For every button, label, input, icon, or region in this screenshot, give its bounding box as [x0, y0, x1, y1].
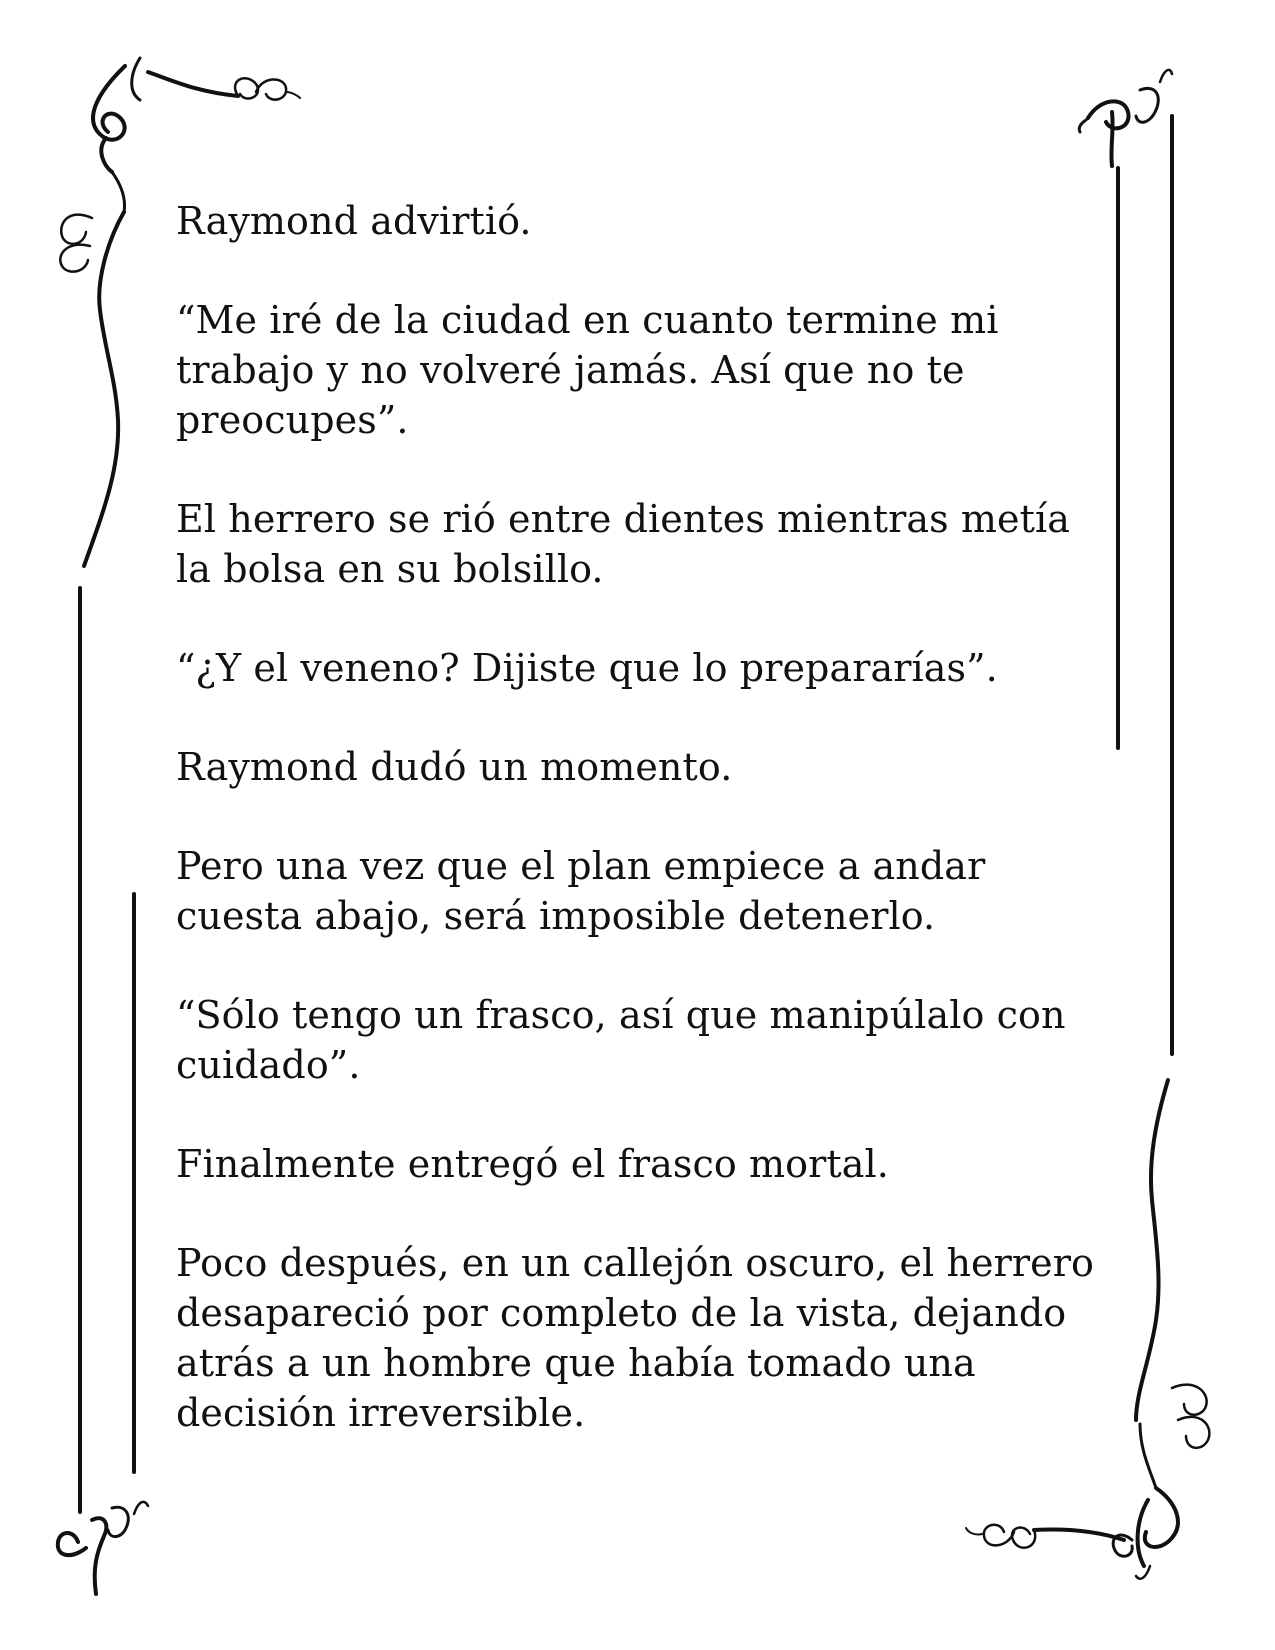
right-lower-flourish: [1136, 1080, 1209, 1488]
text-line: cuesta abajo, será imposible detenerlo.: [176, 894, 936, 938]
text-line: la bolsa en su bolsillo.: [176, 547, 604, 591]
text-line: atrás a un hombre que había tomado una: [176, 1341, 976, 1385]
text-line: “Me iré de la ciudad en cuanto termine mi: [176, 298, 999, 342]
text-line: trabajo y no volveré jamás. Así que no te: [176, 348, 965, 392]
text-line: “Sólo tengo un frasco, así que manipúlalo con: [176, 993, 1066, 1037]
paragraph-4: [176, 643, 1076, 693]
text-line: Raymond dudó un momento.: [176, 745, 733, 789]
paragraph-8: [176, 1139, 1076, 1189]
top-left-flourish: [93, 58, 300, 172]
paragraph-2: [176, 295, 1076, 445]
text-line: cuidado”.: [176, 1043, 361, 1087]
text-line: Raymond advirtió.: [176, 199, 532, 243]
top-right-flourish: [1079, 70, 1172, 166]
paragraph-5: [176, 742, 1076, 792]
text-line: preocupes”.: [176, 398, 409, 442]
bottom-right-flourish: [966, 1488, 1178, 1579]
paragraph-7: [176, 990, 1076, 1090]
text-line: Pero una vez que el plan empiece a andar: [176, 844, 986, 888]
text-line: desapareció por completo de la vista, dejando: [176, 1291, 1067, 1335]
text-line: El herrero se rió entre dientes mientras metía: [176, 497, 1070, 541]
text-line: decisión irreversible.: [176, 1391, 586, 1435]
paragraph-9: [176, 1238, 1094, 1438]
story-text: [176, 196, 1094, 1487]
left-upper-flourish: [60, 172, 124, 566]
paragraph-1: [176, 196, 1076, 246]
text-line: Finalmente entregó el frasco mortal.: [176, 1142, 889, 1186]
bottom-left-flourish: [58, 1502, 148, 1594]
text-line: Poco después, en un callejón oscuro, el herrero: [176, 1241, 1094, 1285]
text-line: “¿Y el veneno? Dijiste que lo prepararías”.: [176, 646, 998, 690]
paragraph-3: [176, 494, 1076, 594]
paragraph-6: [176, 841, 1076, 941]
